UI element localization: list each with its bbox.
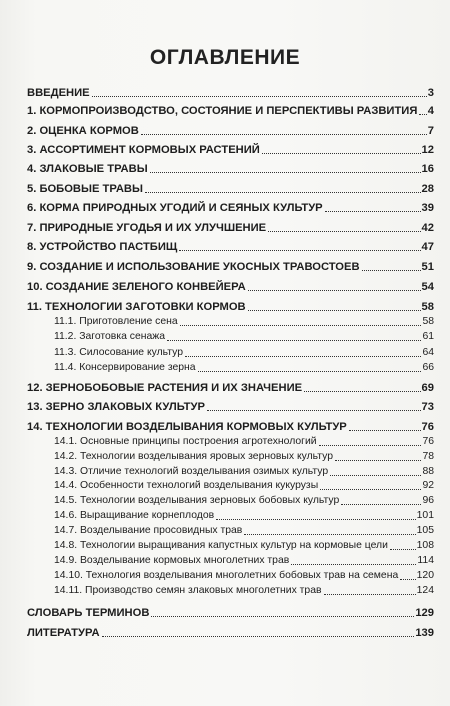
- toc-entry: [54, 359, 434, 375]
- toc-entry-title: 14.3. Отличие технологий возделывания озимых культур: [54, 466, 329, 477]
- toc-entry-page: 73: [421, 401, 434, 413]
- toc-entry-page: 28: [421, 183, 434, 195]
- toc-entry: [27, 102, 434, 118]
- toc-entry: [27, 122, 434, 138]
- toc-dot-leader: [216, 519, 416, 520]
- toc-dot-leader: [180, 325, 422, 326]
- toc-entry-title: 14.6. Выращивание корнеплодов: [54, 510, 215, 521]
- toc-entry-page: 16: [421, 163, 434, 175]
- toc-entry-title: 14.2. Технологии возделывания яровых зерновых культур: [54, 451, 333, 462]
- toc-entry-title: 14. ТЕХНОЛОГИИ ВОЗДЕЛЫВАНИЯ КОРМОВЫХ КУЛЬТУР: [27, 421, 347, 433]
- toc-entry: [27, 160, 434, 176]
- toc-entry-title: 7. ПРИРОДНЫЕ УГОДЬЯ И ИХ УЛУЧШЕНИЕ: [27, 222, 267, 234]
- toc-entry-title: 14.8. Технологии выращивания капустных культур на кормовые цели: [54, 540, 388, 551]
- toc-entry-title: 13. ЗЕРНО ЗЛАКОВЫХ КУЛЬТУР: [27, 401, 205, 413]
- toc-entry-title: 9. СОЗДАНИЕ И ИСПОЛЬЗОВАНИЕ УКОСНЫХ ТРАВОСТОЕВ: [27, 261, 360, 273]
- toc-entry-title: СЛОВАРЬ ТЕРМИНОВ: [27, 607, 150, 619]
- toc-dot-leader: [325, 211, 421, 212]
- toc-dot-leader: [167, 340, 421, 341]
- toc-entry-page: 139: [415, 627, 434, 639]
- toc-entry-page: 69: [421, 382, 434, 394]
- toc-entry-title: 5. БОБОВЫЕ ТРАВЫ: [27, 183, 143, 195]
- toc-entry: [54, 567, 434, 583]
- toc-entry-page: 58: [422, 316, 434, 327]
- toc-dot-leader: [400, 579, 415, 580]
- page-title: ОГЛАВЛЕНИЕ: [149, 46, 301, 69]
- toc-entry-title: 4. ЗЛАКОВЫЕ ТРАВЫ: [27, 163, 148, 175]
- toc-dot-leader: [248, 290, 421, 291]
- toc-entry-page: 105: [416, 525, 434, 536]
- toc-dot-leader: [335, 460, 421, 461]
- toc-dot-leader: [151, 616, 414, 617]
- toc-dot-leader: [324, 594, 416, 595]
- toc-entry: [27, 298, 434, 314]
- toc-dot-leader: [341, 504, 421, 505]
- toc-entry: [27, 624, 434, 640]
- toc-dot-leader: [362, 270, 421, 271]
- toc-entry-page: 76: [421, 421, 434, 433]
- toc-dot-leader: [185, 356, 421, 357]
- toc-entry-page: 124: [416, 585, 434, 596]
- toc-entry: [27, 379, 434, 395]
- toc-dot-leader: [150, 172, 421, 173]
- toc-entry-page: 101: [416, 510, 434, 521]
- toc-entry-title: 11.3. Силосование культур: [54, 347, 183, 358]
- toc-entry-title: 2. ОЦЕНКА КОРМОВ: [27, 125, 139, 137]
- toc-entry-page: 61: [422, 331, 434, 342]
- toc-entry: [54, 433, 434, 449]
- toc-entry-page: 114: [417, 555, 434, 566]
- toc-entry-page: 47: [421, 241, 434, 253]
- toc-dot-leader: [304, 391, 420, 392]
- toc-entry-title: 14.5. Технологии возделывания зерновых бобовых культур: [54, 495, 340, 506]
- toc-entry-page: 108: [416, 540, 434, 551]
- toc-entry-page: 96: [422, 495, 434, 506]
- toc-entry-title: 11. ТЕХНОЛОГИИ ЗАГОТОВКИ КОРМОВ: [27, 301, 246, 313]
- toc-dot-leader: [141, 134, 427, 135]
- toc-dot-leader: [102, 636, 415, 637]
- toc-entry-title: 8. УСТРОЙСТВО ПАСТБИЩ: [27, 241, 178, 253]
- toc-entry-page: 7: [427, 125, 434, 137]
- toc-dot-leader: [319, 445, 422, 446]
- toc-entry: [54, 522, 434, 538]
- toc-dot-leader: [248, 310, 421, 311]
- toc-entry-page: 3: [427, 87, 434, 99]
- toc-entry-page: 64: [422, 347, 434, 358]
- toc-entry-page: 42: [421, 222, 434, 234]
- toc-entry: [54, 313, 434, 329]
- toc-entry: [54, 448, 434, 464]
- toc-entry-title: 14.11. Производство семян злаковых многолетних трав: [54, 585, 322, 596]
- toc-entry-title: ВВЕДЕНИЕ: [27, 87, 90, 99]
- toc-dot-leader: [268, 231, 420, 232]
- toc-entry-page: 66: [422, 362, 434, 373]
- toc-entry-title: 11.4. Консервирование зерна: [54, 362, 196, 373]
- toc-entry: [27, 180, 434, 196]
- toc-entry: [27, 418, 434, 434]
- toc-dot-leader: [207, 410, 421, 411]
- toc-entry-title: 11.1. Приготовление сена: [54, 316, 178, 327]
- toc-dot-leader: [291, 564, 416, 565]
- toc-entry-title: 14.10. Технология возделывания многолетних бобовых трав на семена: [54, 570, 399, 581]
- toc-entry: [54, 582, 434, 598]
- toc-entry-title: 14.9. Возделывание кормовых многолетних трав: [54, 555, 290, 566]
- toc-entry-page: 58: [421, 301, 434, 313]
- toc-entry-title: 3. АССОРТИМЕНТ КОРМОВЫХ РАСТЕНИЙ: [27, 144, 260, 156]
- toc-dot-leader: [179, 250, 420, 251]
- toc-entry-page: 92: [422, 480, 434, 491]
- toc-entry-page: 54: [421, 281, 434, 293]
- toc-dot-leader: [198, 371, 422, 372]
- toc-entry: [27, 238, 434, 254]
- toc-entry-title: 6. КОРМА ПРИРОДНЫХ УГОДИЙ И СЕЯНЫХ КУЛЬТУР: [27, 202, 323, 214]
- toc-entry-page: 78: [422, 451, 434, 462]
- toc-entry: [27, 84, 434, 100]
- toc-entry-title: 11.2. Заготовка сенажа: [54, 331, 165, 342]
- toc-dot-leader: [349, 430, 421, 431]
- toc-entry: [27, 258, 434, 274]
- toc-entry-title: 1. КОРМОПРОИЗВОДСТВО, СОСТОЯНИЕ И ПЕРСПЕКТИВЫ РАЗВИТИЯ: [27, 105, 418, 117]
- toc-entry: [54, 552, 434, 568]
- toc-entry-page: 39: [421, 202, 434, 214]
- toc-entry: [54, 477, 434, 493]
- toc-entry: [27, 278, 434, 294]
- toc-entry: [27, 398, 434, 414]
- toc-entry-page: 76: [422, 436, 434, 447]
- toc-entry: [54, 344, 434, 360]
- toc-entry: [27, 199, 434, 215]
- toc-entry-page: 12: [421, 144, 434, 156]
- toc-entry-title: 12. ЗЕРНОБОБОВЫЕ РАСТЕНИЯ И ИХ ЗНАЧЕНИЕ: [27, 382, 303, 394]
- toc-dot-leader: [390, 549, 416, 550]
- toc-entry-page: 129: [415, 607, 434, 619]
- toc-entry: [27, 604, 434, 620]
- toc-entry-title: 14.7. Возделывание просовидных трав: [54, 525, 243, 536]
- toc-entry: [54, 328, 434, 344]
- toc-entry-title: 10. СОЗДАНИЕ ЗЕЛЕНОГО КОНВЕЙЕРА: [27, 281, 246, 293]
- toc-dot-leader: [92, 96, 427, 97]
- toc-entry-page: 51: [421, 261, 434, 273]
- toc-entry-page: 120: [416, 570, 434, 581]
- toc-dot-leader: [244, 534, 415, 535]
- toc-entry-title: ЛИТЕРАТУРА: [27, 627, 100, 639]
- toc-entry: [54, 537, 434, 553]
- toc-dot-leader: [262, 153, 421, 154]
- toc-entry-page: 88: [422, 466, 434, 477]
- toc-entry: [27, 141, 434, 157]
- toc-dot-leader: [145, 192, 421, 193]
- toc-entry-title: 14.4. Особенности технологий возделывания кукурузы: [54, 480, 319, 491]
- toc-entry: [54, 507, 434, 523]
- toc-dot-leader: [419, 114, 426, 115]
- toc-entry-title: 14.1. Основные принципы построения агротехнологий: [54, 436, 317, 447]
- toc-entry: [27, 219, 434, 235]
- toc-dot-leader: [320, 489, 421, 490]
- toc-entry-page: 4: [427, 105, 434, 117]
- toc-entry: [54, 492, 434, 508]
- toc-dot-leader: [330, 475, 421, 476]
